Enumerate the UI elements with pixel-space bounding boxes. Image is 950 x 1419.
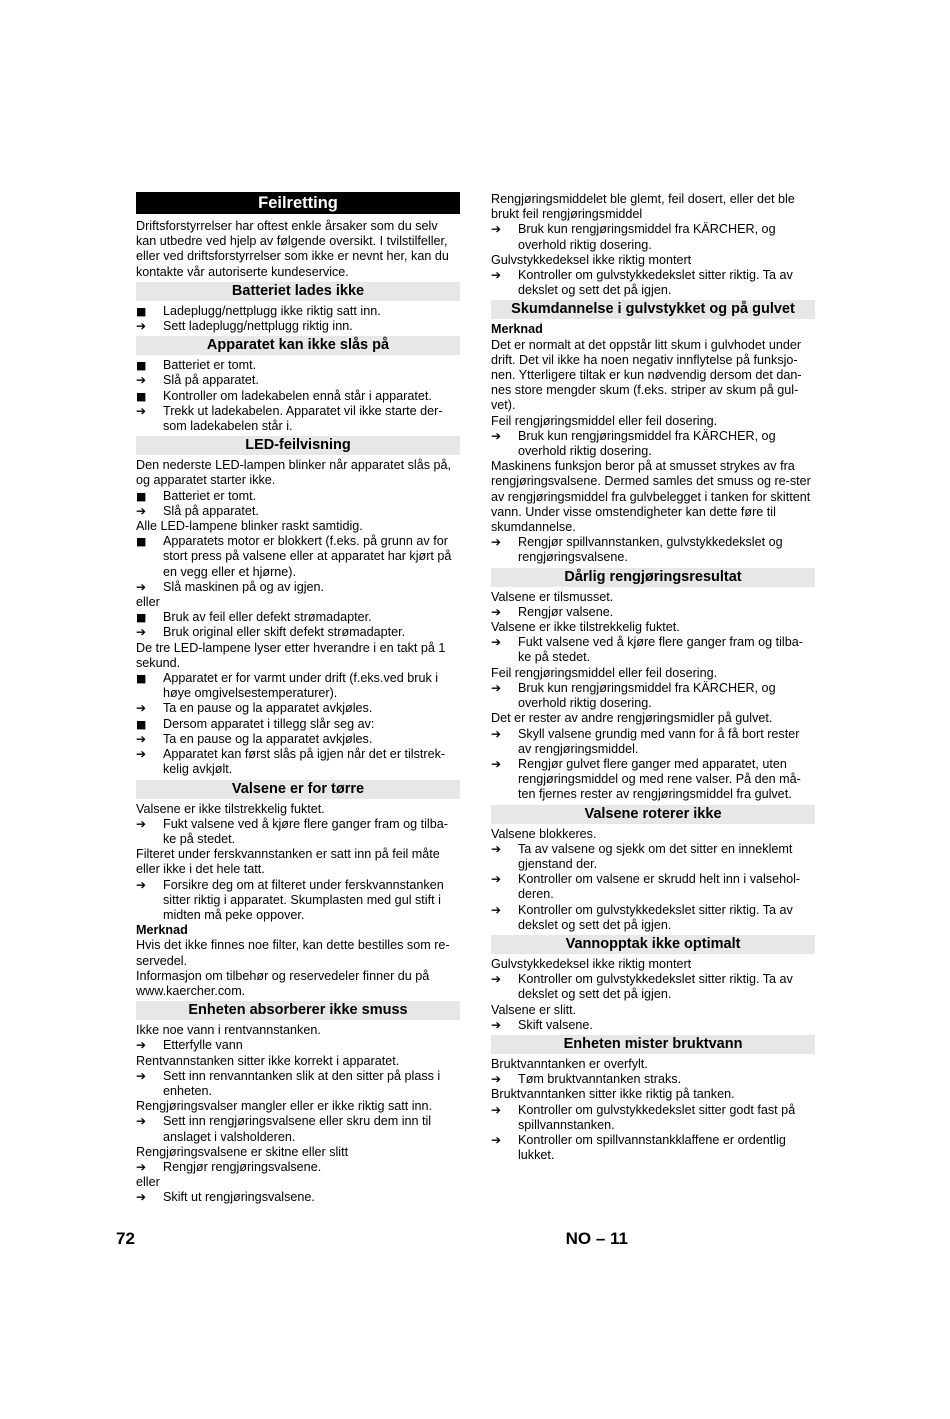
action-item [491, 842, 815, 872]
section-heading: Apparatet kan ikke slås på [136, 336, 460, 355]
square-bullet-icon: ■ [136, 304, 147, 318]
action-item [491, 1133, 815, 1163]
arrow-icon: ➔ [136, 625, 147, 640]
action-item [491, 605, 815, 620]
paragraph: Bruktvanntanken sitter ikke riktig på tanken. [491, 1087, 735, 1102]
item-text: Rengjør spillvannstanken, gulvstykkedekslet og rengjøringsvalsene. [518, 535, 783, 565]
paragraph: Valsene blokkeres. [491, 826, 597, 841]
cause-item [136, 489, 460, 504]
square-bullet-icon: ■ [136, 359, 147, 373]
item-text: Ta en pause og la apparatet avkjøles. [163, 701, 373, 716]
cause-item [136, 304, 460, 319]
paragraph: Det er rester av andre rengjøringsmidler på gulvet. [491, 711, 773, 726]
item-text: Ta av valsene og sjekk om det sitter en inneklemt gjenstand der. [518, 841, 793, 871]
paragraph: Valsene er ikke tilstrekkelig fuktet. [136, 801, 325, 816]
cause-item [136, 534, 460, 580]
arrow-icon: ➔ [491, 604, 502, 619]
arrow-icon: ➔ [491, 1072, 502, 1087]
item-text: Kontroller om spillvannstankklaffene er ordentlig lukket. [518, 1132, 786, 1163]
action-item [491, 972, 815, 1002]
paragraph: Feil rengjøringsmiddel eller feil dosering. [491, 665, 718, 680]
paragraph: Rengjøringsmiddelet ble glemt, feil dosert, eller det ble brukt feil rengjøringsmiddel [491, 192, 795, 222]
action-item [491, 757, 815, 803]
arrow-icon: ➔ [136, 403, 147, 418]
arrow-icon: ➔ [491, 841, 502, 856]
action-item [136, 732, 460, 747]
item-text: Rengjør gulvet flere ganger med apparatet, uten rengjøringsmiddel og med rene valser. På den må-ten fjernes rester av rengjøringsmiddel fra gulvet. [518, 756, 801, 802]
paragraph: Valsene er ikke tilstrekkelig fuktet. [491, 620, 680, 635]
item-text: Kontroller om gulvstykkedekslet sitter riktig. Ta av dekslet og sett det på igjen. [518, 972, 793, 1002]
item-text: Forsikre deg om at filteret under ferskvannstanken sitter riktig i apparatet. Skumplasten med gul stift i midten må peke oppover. [163, 877, 444, 922]
square-bullet-icon: ■ [136, 672, 147, 686]
item-text: Bruk kun rengjøringsmiddel fra KÄRCHER, og overhold riktig dosering. [518, 222, 776, 252]
item-text: Ladeplugg/nettplugg ikke riktig satt inn. [163, 303, 381, 318]
item-text: Kontroller om gulvstykkedekslet sitter riktig. Ta av dekslet og sett det på igjen. [518, 268, 793, 298]
item-text: Slå på apparatet. [163, 503, 259, 518]
arrow-icon: ➔ [136, 731, 147, 746]
item-text: Slå maskinen på og av igjen. [163, 579, 325, 594]
paragraph: Maskinens funksjon beror på at smusset strykes av fra rengjøringsvalsene. Dermed samles det smuss og re-ster av rengjøringsmiddel fra gulvbelegget i tanken for skittent vann. Under visse omstendigheter kan dette føre til skumdannelse. [491, 459, 811, 535]
action-item [491, 872, 815, 902]
section-heading: Dårlig rengjøringsresultat [491, 568, 815, 587]
arrow-icon: ➔ [136, 747, 147, 762]
action-item [491, 1018, 815, 1033]
arrow-icon: ➔ [491, 902, 502, 917]
item-text: Bruk original eller skift defekt strømadapter. [163, 625, 406, 640]
action-item [136, 319, 460, 334]
arrow-icon: ➔ [491, 756, 502, 771]
arrow-icon: ➔ [491, 1017, 502, 1032]
item-text: Kontroller om valsene er skrudd helt inn i valsehol-deren. [518, 872, 801, 902]
paragraph: Rengjøringsvalsene er skitne eller slitt [136, 1144, 349, 1159]
square-bullet-icon: ■ [136, 717, 147, 731]
item-text: Fukt valsene ved å kjøre flere ganger fram og tilba-ke på stedet. [163, 816, 448, 846]
action-item [136, 1160, 460, 1175]
paragraph: Ikke noe vann i rentvannstanken. [136, 1023, 321, 1038]
cause-item [136, 717, 460, 732]
cause-item [136, 358, 460, 373]
action-item [491, 268, 815, 298]
arrow-icon: ➔ [491, 535, 502, 550]
section-heading: Skumdannelse i gulvstykket og på gulvet [491, 300, 815, 319]
item-text: Batteriet er tomt. [163, 358, 257, 373]
arrow-icon: ➔ [136, 877, 147, 892]
arrow-icon: ➔ [136, 1114, 147, 1129]
item-text: Sett inn renvanntanken slik at den sitter på plass i enheten. [163, 1068, 441, 1098]
item-text: Apparatet er for varmt under drift (f.eks.ved bruk i høye omgivelsestemperaturer). [163, 671, 439, 701]
section-heading: Batteriet lades ikke [136, 282, 460, 301]
item-text: Dersom apparatet i tillegg slår seg av: [163, 716, 375, 731]
action-item [136, 1038, 460, 1053]
cause-item [136, 610, 460, 625]
paragraph: Alle LED-lampene blinker raskt samtidig. [136, 519, 363, 534]
action-item [136, 817, 460, 847]
item-text: Kontroller om gulvstykkedekslet sitter riktig. Ta av dekslet og sett det på igjen. [518, 902, 793, 932]
item-text: Bruk kun rengjøringsmiddel fra KÄRCHER, og overhold riktig dosering. [518, 428, 776, 459]
action-item [136, 504, 460, 519]
paragraph: Filteret under ferskvannstanken er satt inn på feil måte eller ikke i det hele tatt. [136, 847, 440, 877]
page-number: 72 [116, 1229, 135, 1248]
paragraph: Hvis det ikke finnes noe filter, kan dette bestilles som re-servedel. [136, 938, 450, 968]
item-text: Skyll valsene grundig med vann for å få bort rester av rengjøringsmiddel. [518, 726, 800, 756]
arrow-icon: ➔ [491, 428, 502, 443]
item-text: Ta en pause og la apparatet avkjøles. [163, 731, 373, 746]
paragraph: Rentvannstanken sitter ikke korrekt i apparatet. [136, 1053, 400, 1068]
item-text: Kontroller om ladekabelen ennå står i apparatet. [163, 388, 432, 403]
square-bullet-icon: ■ [136, 611, 147, 625]
arrow-icon: ➔ [491, 635, 502, 650]
cause-item [136, 671, 460, 701]
item-text: Skift ut rengjøringsvalsene. [163, 1190, 315, 1205]
paragraph: Valsene er slitt. [491, 1002, 577, 1017]
item-text: Batteriet er tomt. [163, 488, 257, 503]
item-text: Bruk kun rengjøringsmiddel fra KÄRCHER, og overhold riktig dosering. [518, 680, 776, 711]
action-item [136, 580, 460, 595]
paragraph: Feil rengjøringsmiddel eller feil dosering. [491, 413, 718, 428]
item-text: Sett inn rengjøringsvalsene eller skru dem inn til anslaget i valsholderen. [163, 1114, 432, 1144]
arrow-icon: ➔ [491, 726, 502, 741]
item-text: Tøm bruktvanntanken straks. [518, 1072, 682, 1087]
arrow-icon: ➔ [136, 503, 147, 518]
paragraph: eller [136, 1175, 160, 1190]
note-label: Merknad [136, 923, 188, 938]
section-heading: Enheten mister bruktvann [491, 1035, 815, 1054]
action-item [491, 535, 815, 565]
item-text: Bruk av feil eller defekt strømadapter. [163, 610, 372, 625]
paragraph: Rengjøringsvalser mangler eller er ikke riktig satt inn. [136, 1099, 433, 1114]
arrow-icon: ➔ [136, 816, 147, 831]
arrow-icon: ➔ [491, 268, 502, 283]
section-heading: Enheten absorberer ikke smuss [136, 1001, 460, 1020]
action-item [491, 1103, 815, 1133]
arrow-icon: ➔ [491, 972, 502, 987]
right-column [491, 192, 815, 1163]
note-label: Merknad [491, 322, 543, 337]
action-item [136, 625, 460, 640]
action-item [136, 373, 460, 388]
paragraph: De tre LED-lampene lyser etter hverandre i en takt på 1 sekund. [136, 640, 446, 670]
arrow-icon: ➔ [491, 222, 502, 237]
arrow-icon: ➔ [136, 701, 147, 716]
page-title: Feilretting [136, 192, 460, 214]
square-bullet-icon: ■ [136, 535, 147, 549]
paragraph: Det er normalt at det oppstår litt skum i gulvhodet under drift. Det vil ikke ha noen negativ innflytelse på funksjo-nen. Ytterligere tiltak er kun nødvendig dersom det dan-nes store mengder skum (f.eks. striper av skum på gul-vet). [491, 337, 802, 413]
item-text: Skift valsene. [518, 1017, 593, 1032]
action-item [136, 1114, 460, 1144]
action-item [491, 222, 815, 252]
item-text: Rengjør valsene. [518, 604, 614, 619]
action-item [491, 1072, 815, 1087]
arrow-icon: ➔ [136, 1068, 147, 1083]
item-text: Trekk ut ladekabelen. Apparatet vil ikke starte der-som ladekabelen står i. [163, 403, 443, 434]
arrow-icon: ➔ [136, 1038, 147, 1053]
section-heading: LED-feilvisning [136, 436, 460, 455]
item-text: Fukt valsene ved å kjøre flere ganger fram og tilba-ke på stedet. [518, 635, 803, 665]
action-item [136, 404, 460, 434]
arrow-icon: ➔ [491, 1102, 502, 1117]
paragraph: Driftsforstyrrelser har oftest enkle årsaker som du selv kan utbedre ved hjelp av følgende oversikt. I tvilstilfeller, eller ved driftsforstyrrelser som ikke er nevnt her, kan du kontakte vår autoriserte kundeservice. [136, 219, 449, 279]
cause-item [136, 389, 460, 404]
arrow-icon: ➔ [136, 1159, 147, 1174]
paragraph: Valsene er tilsmusset. [491, 589, 614, 604]
page-code: NO – 11 [565, 1229, 628, 1248]
action-item [491, 635, 815, 665]
arrow-icon: ➔ [136, 319, 147, 334]
item-text: Apparatets motor er blokkert (f.eks. på grunn av for stort press på valsene eller at apparatet har kjørt på en vegg eller et hjørne). [163, 534, 452, 579]
action-item [136, 1190, 460, 1205]
paragraph: eller [136, 595, 160, 610]
arrow-icon: ➔ [491, 1132, 502, 1147]
action-item [491, 903, 815, 933]
item-text: Sett ladeplugg/nettplugg riktig inn. [163, 319, 353, 334]
action-item [136, 1069, 460, 1099]
left-column [136, 192, 460, 1206]
item-text: Apparatet kan først slås på igjen når det er tilstrek-kelig avkjølt. [163, 747, 446, 777]
section-heading: Valsene er for tørre [136, 780, 460, 799]
action-item [136, 701, 460, 716]
item-text: Slå på apparatet. [163, 373, 259, 388]
section-heading: Valsene roterer ikke [491, 805, 815, 824]
square-bullet-icon: ■ [136, 489, 147, 503]
action-item [491, 681, 815, 711]
arrow-icon: ➔ [136, 579, 147, 594]
paragraph: Gulvstykkedeksel ikke riktig montert [491, 956, 692, 971]
arrow-icon: ➔ [136, 1190, 147, 1205]
arrow-icon: ➔ [136, 373, 147, 388]
arrow-icon: ➔ [491, 872, 502, 887]
paragraph: Den nederste LED-lampen blinker når apparatet slås på, og apparatet starter ikke. [136, 458, 452, 488]
item-text: Kontroller om gulvstykkedekslet sitter godt fast på spillvannstanken. [518, 1102, 796, 1132]
action-item [136, 878, 460, 924]
action-item [491, 429, 815, 459]
item-text: Rengjør rengjøringsvalsene. [163, 1159, 322, 1174]
paragraph: Informasjon om tilbehør og reservedeler finner du på www.kaercher.com. [136, 968, 430, 998]
section-heading: Vannopptak ikke optimalt [491, 935, 815, 954]
square-bullet-icon: ■ [136, 389, 147, 403]
item-text: Etterfylle vann [163, 1038, 243, 1053]
action-item [491, 727, 815, 757]
arrow-icon: ➔ [491, 680, 502, 695]
action-item [136, 747, 460, 777]
paragraph: Gulvstykkedeksel ikke riktig montert [491, 252, 692, 267]
paragraph: Bruktvanntanken er overfylt. [491, 1056, 648, 1071]
